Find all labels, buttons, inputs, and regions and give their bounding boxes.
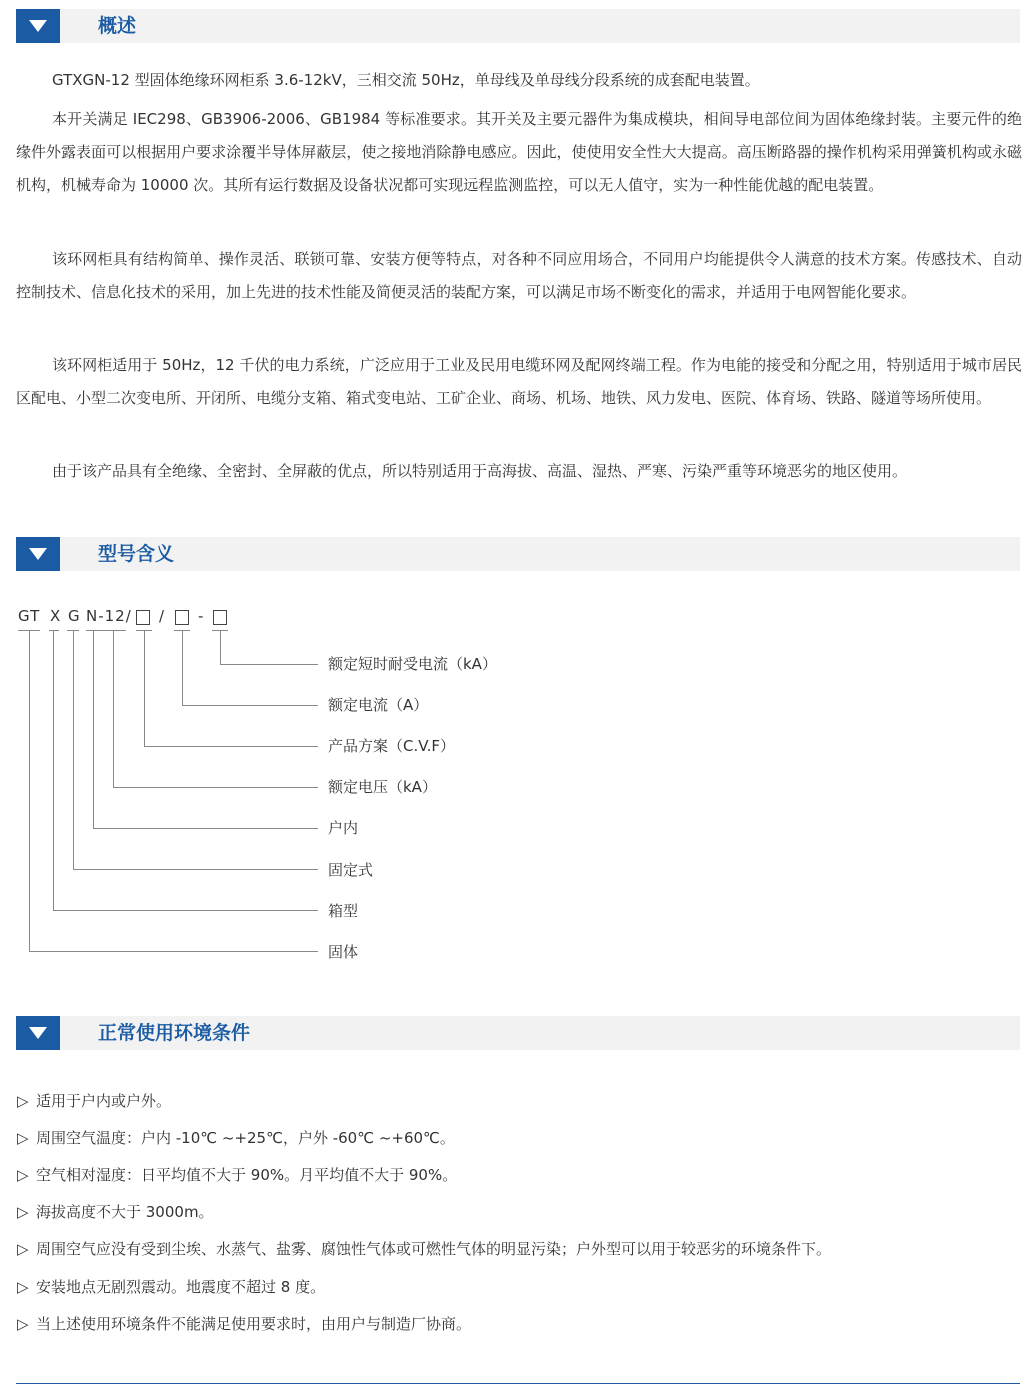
triangle-down-icon — [29, 1027, 47, 1039]
section-title: 概述 — [98, 15, 137, 37]
placeholder-box — [175, 607, 189, 631]
meaning-label: 额定短时耐受电流（kA） — [328, 655, 497, 673]
meaning-label: 额定电压（kA） — [328, 778, 437, 796]
leader-line — [182, 630, 183, 705]
paragraph: 本开关满足 IEC298、GB3906-2006、GB1984 等标准要求。其开关及主要元器件为集成模块，相间导电部位间为固体绝缘封装。主要元件的绝缘件外露表面可以根据用户要求涂覆半导体屏蔽层，使之接地消除静电感应。因此，使使用安全性大大提高。高压断路器的操作机构采用弹簧机构或永磁机构，机械寿命为 10000 次。其所有运行数据及设备状况都可实现远程监测监控，可以无人值守，实为一种性能优越的配电装置。 — [16, 110, 1022, 194]
code-part-x: X — [50, 607, 62, 625]
leader-line — [93, 828, 318, 829]
meaning-label: 户内 — [328, 819, 359, 837]
leader-line — [113, 787, 318, 788]
collapse-toggle[interactable] — [16, 9, 60, 43]
code-part-n12: N-12/ — [86, 607, 132, 625]
section-header-model — [16, 537, 1020, 571]
placeholder-box — [136, 607, 150, 631]
leader-line — [29, 951, 318, 952]
collapse-toggle[interactable] — [16, 1016, 60, 1050]
list-item: ▷ 当上述使用环境条件不能满足使用要求时，由用户与制造厂协商。 — [17, 1315, 472, 1333]
leader-line — [220, 630, 221, 664]
play-arrow-icon: ▷ — [17, 1240, 29, 1258]
play-arrow-icon: ▷ — [17, 1129, 29, 1147]
play-arrow-icon: ▷ — [17, 1166, 29, 1184]
list-item: ▷ 周围空气应没有受到尘埃、水蒸气、盐雾、腐蚀性气体或可燃性气体的明显污染；户外型可以用于较恶劣的环境条件下。 — [17, 1240, 832, 1258]
section-header-overview — [16, 9, 1020, 43]
triangle-down-icon — [29, 20, 47, 32]
meaning-label: 箱型 — [328, 902, 359, 920]
placeholder-box — [213, 607, 227, 631]
meaning-label: 固体 — [328, 943, 359, 961]
collapse-toggle[interactable] — [16, 537, 60, 571]
paragraph: 该环网柜适用于 50Hz，12 千伏的电力系统，广泛应用于工业及民用电缆环网及配网终端工程。作为电能的接受和分配之用，特别适用于城市居民区配电、小型二次变电所、开闭所、电缆分支箱、箱式变电站、工矿企业、商场、机场、地铁、风力发电、医院、体育场、铁路、隧道等场所使用。 — [16, 356, 1022, 407]
meaning-label: 额定电流（A） — [328, 696, 429, 714]
section-title: 型号含义 — [98, 543, 175, 565]
section-title: 正常使用环境条件 — [98, 1022, 251, 1044]
paragraph: 由于该产品具有全绝缘、全密封、全屏蔽的优点，所以特别适用于高海拔、高温、湿热、严寒、污染严重等环境恶劣的地区使用。 — [52, 462, 908, 480]
list-item: ▷ 周围空气温度：户内 -10℃ ~+25℃，户外 -60℃ ~+60℃。 — [17, 1129, 455, 1147]
code-part-gt: GT — [18, 607, 41, 625]
leader-line — [53, 910, 318, 911]
paragraph: GTXGN-12 型固体绝缘环网柜系 3.6-12kV，三相交流 50Hz，单母线及单母线分段系统的成套配电装置。 — [52, 71, 760, 89]
play-arrow-icon: ▷ — [17, 1278, 29, 1296]
list-item: ▷ 适用于户内或户外。 — [17, 1092, 172, 1110]
leader-line — [182, 705, 318, 706]
code-part-dash: - — [198, 607, 205, 625]
leader-line — [220, 664, 318, 665]
leader-line — [144, 746, 318, 747]
divider — [16, 1383, 1020, 1384]
play-arrow-icon: ▷ — [17, 1203, 29, 1221]
meaning-label: 固定式 — [328, 861, 374, 879]
leader-line — [73, 869, 318, 870]
underline — [86, 630, 126, 631]
code-part-slash: / — [159, 607, 166, 625]
list-item: ▷ 海拔高度不大于 3000m。 — [17, 1203, 214, 1221]
meaning-label: 产品方案（C.V.F） — [328, 737, 455, 755]
underline — [49, 630, 59, 631]
play-arrow-icon: ▷ — [17, 1315, 29, 1333]
leader-line — [73, 630, 74, 869]
leader-line — [29, 630, 30, 951]
leader-line — [53, 630, 54, 910]
list-item: ▷ 安装地点无剧烈震动。地震度不超过 8 度。 — [17, 1278, 326, 1296]
section-header-environment — [16, 1016, 1020, 1050]
triangle-down-icon — [29, 548, 47, 560]
list-item: ▷ 空气相对湿度：日平均值不大于 90%。月平均值不大于 90%。 — [17, 1166, 458, 1184]
play-arrow-icon: ▷ — [17, 1092, 29, 1110]
leader-line — [144, 630, 145, 746]
leader-line — [93, 630, 94, 828]
code-part-g: G — [68, 607, 81, 625]
paragraph: 该环网柜具有结构简单、操作灵活、联锁可靠、安装方便等特点，对各种不同应用场合，不同用户均能提供令人满意的技术方案。传感技术、自动控制技术、信息化技术的采用，加上先进的技术性能及简便灵活的装配方案，可以满足市场不断变化的需求，并适用于电网智能化要求。 — [16, 250, 1022, 301]
leader-line — [113, 630, 114, 787]
